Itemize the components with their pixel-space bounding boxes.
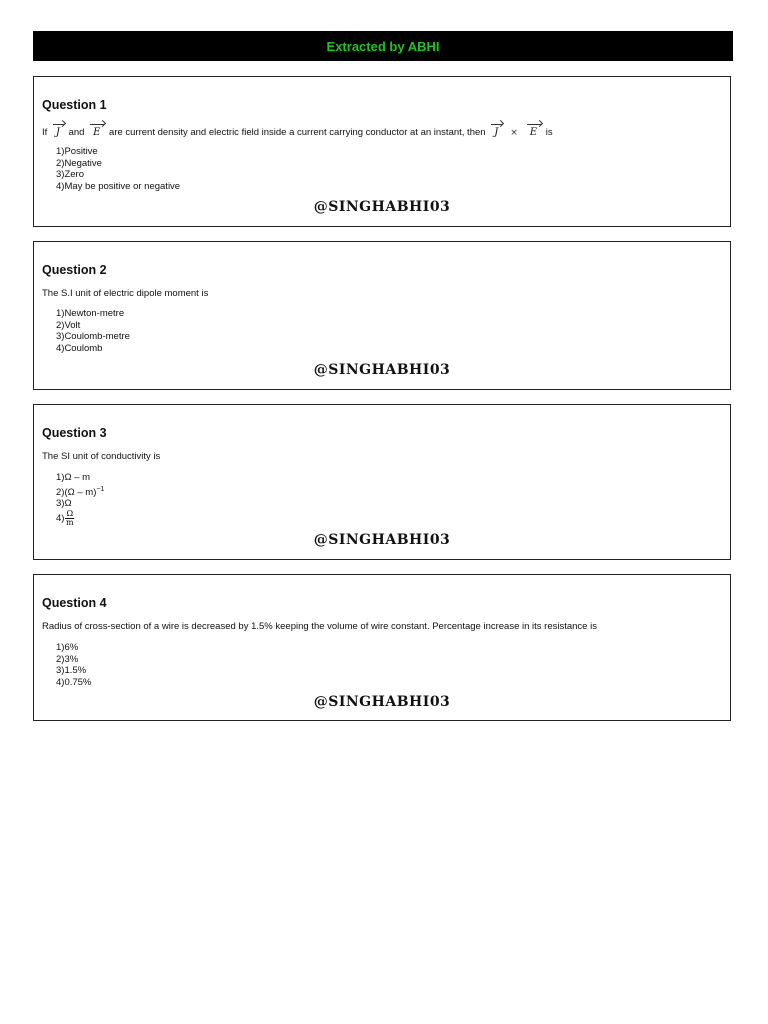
option-item: 1)Ω – m — [56, 472, 91, 483]
option-item: 4)May be positive or negative — [56, 180, 181, 192]
option-item: 1)6% — [56, 642, 79, 653]
watermark: @SINGHABHI03 — [313, 199, 451, 215]
option-item: 1)Newton-metre — [56, 308, 125, 319]
header-text: Extracted by ABHI — [326, 38, 440, 54]
option-item: 3)Zero — [56, 169, 84, 180]
question-text-part: and — [68, 127, 85, 138]
vector-j-symbol: J — [56, 124, 60, 138]
question-title: Question 2 — [42, 263, 107, 277]
question-text: The SI unit of conductivity is — [42, 451, 161, 462]
option-item: 3)Coulomb-metre — [56, 331, 130, 342]
option-item: 1)Positive — [56, 146, 98, 157]
question-text: The S.I unit of electric dipole moment is — [42, 288, 209, 299]
question-text-part: is — [545, 127, 553, 138]
option-item: 4)Coulomb — [56, 342, 103, 354]
option-item: 2)Negative — [56, 157, 102, 169]
question-text — [42, 124, 553, 138]
options-list — [56, 308, 130, 354]
question-title: Question 1 — [42, 98, 107, 112]
vector-j-symbol: J — [494, 124, 498, 138]
watermark: @SINGHABHI03 — [313, 694, 451, 710]
question-card-3 — [33, 404, 731, 560]
option-item: 2)Volt — [56, 319, 81, 331]
question-title: Question 3 — [42, 426, 107, 440]
question-text-part: are current density and electric field inside a current carrying conductor at an instant, then — [109, 127, 486, 138]
vector-e-symbol: E — [93, 124, 100, 138]
question-card-4 — [33, 574, 731, 721]
option-item: 2)3% — [56, 653, 79, 665]
option-item: 3)Ω — [56, 498, 72, 510]
fraction-ohm-per-metre: $\frac{\Omega}{m}$ — [65, 508, 74, 527]
option-item: 4)0.75% — [56, 676, 92, 688]
option-item: 2)(Ω – m)$^{-1}$ — [56, 485, 105, 498]
question-text: Radius of cross-section of a wire is decreased by 1.5% keeping the volume of wire constant. Percentage increase in its resistance is — [42, 621, 597, 632]
vector-e-symbol: E — [530, 124, 537, 138]
watermark: @SINGHABHI03 — [313, 532, 451, 548]
options-list — [56, 642, 91, 688]
question-title: Question 4 — [42, 596, 107, 610]
options-list — [56, 472, 104, 527]
option-item: 3)1.5% — [56, 665, 87, 676]
option-item: 4) $\frac{\Omega}{m}$ — [56, 508, 74, 527]
watermark: @SINGHABHI03 — [313, 362, 451, 378]
header-banner — [33, 31, 733, 61]
question-text-part: If — [42, 127, 48, 138]
question-card-2 — [33, 241, 731, 390]
options-list — [56, 146, 180, 192]
cross-product-symbol: × — [510, 128, 518, 138]
question-card-1 — [33, 76, 731, 227]
